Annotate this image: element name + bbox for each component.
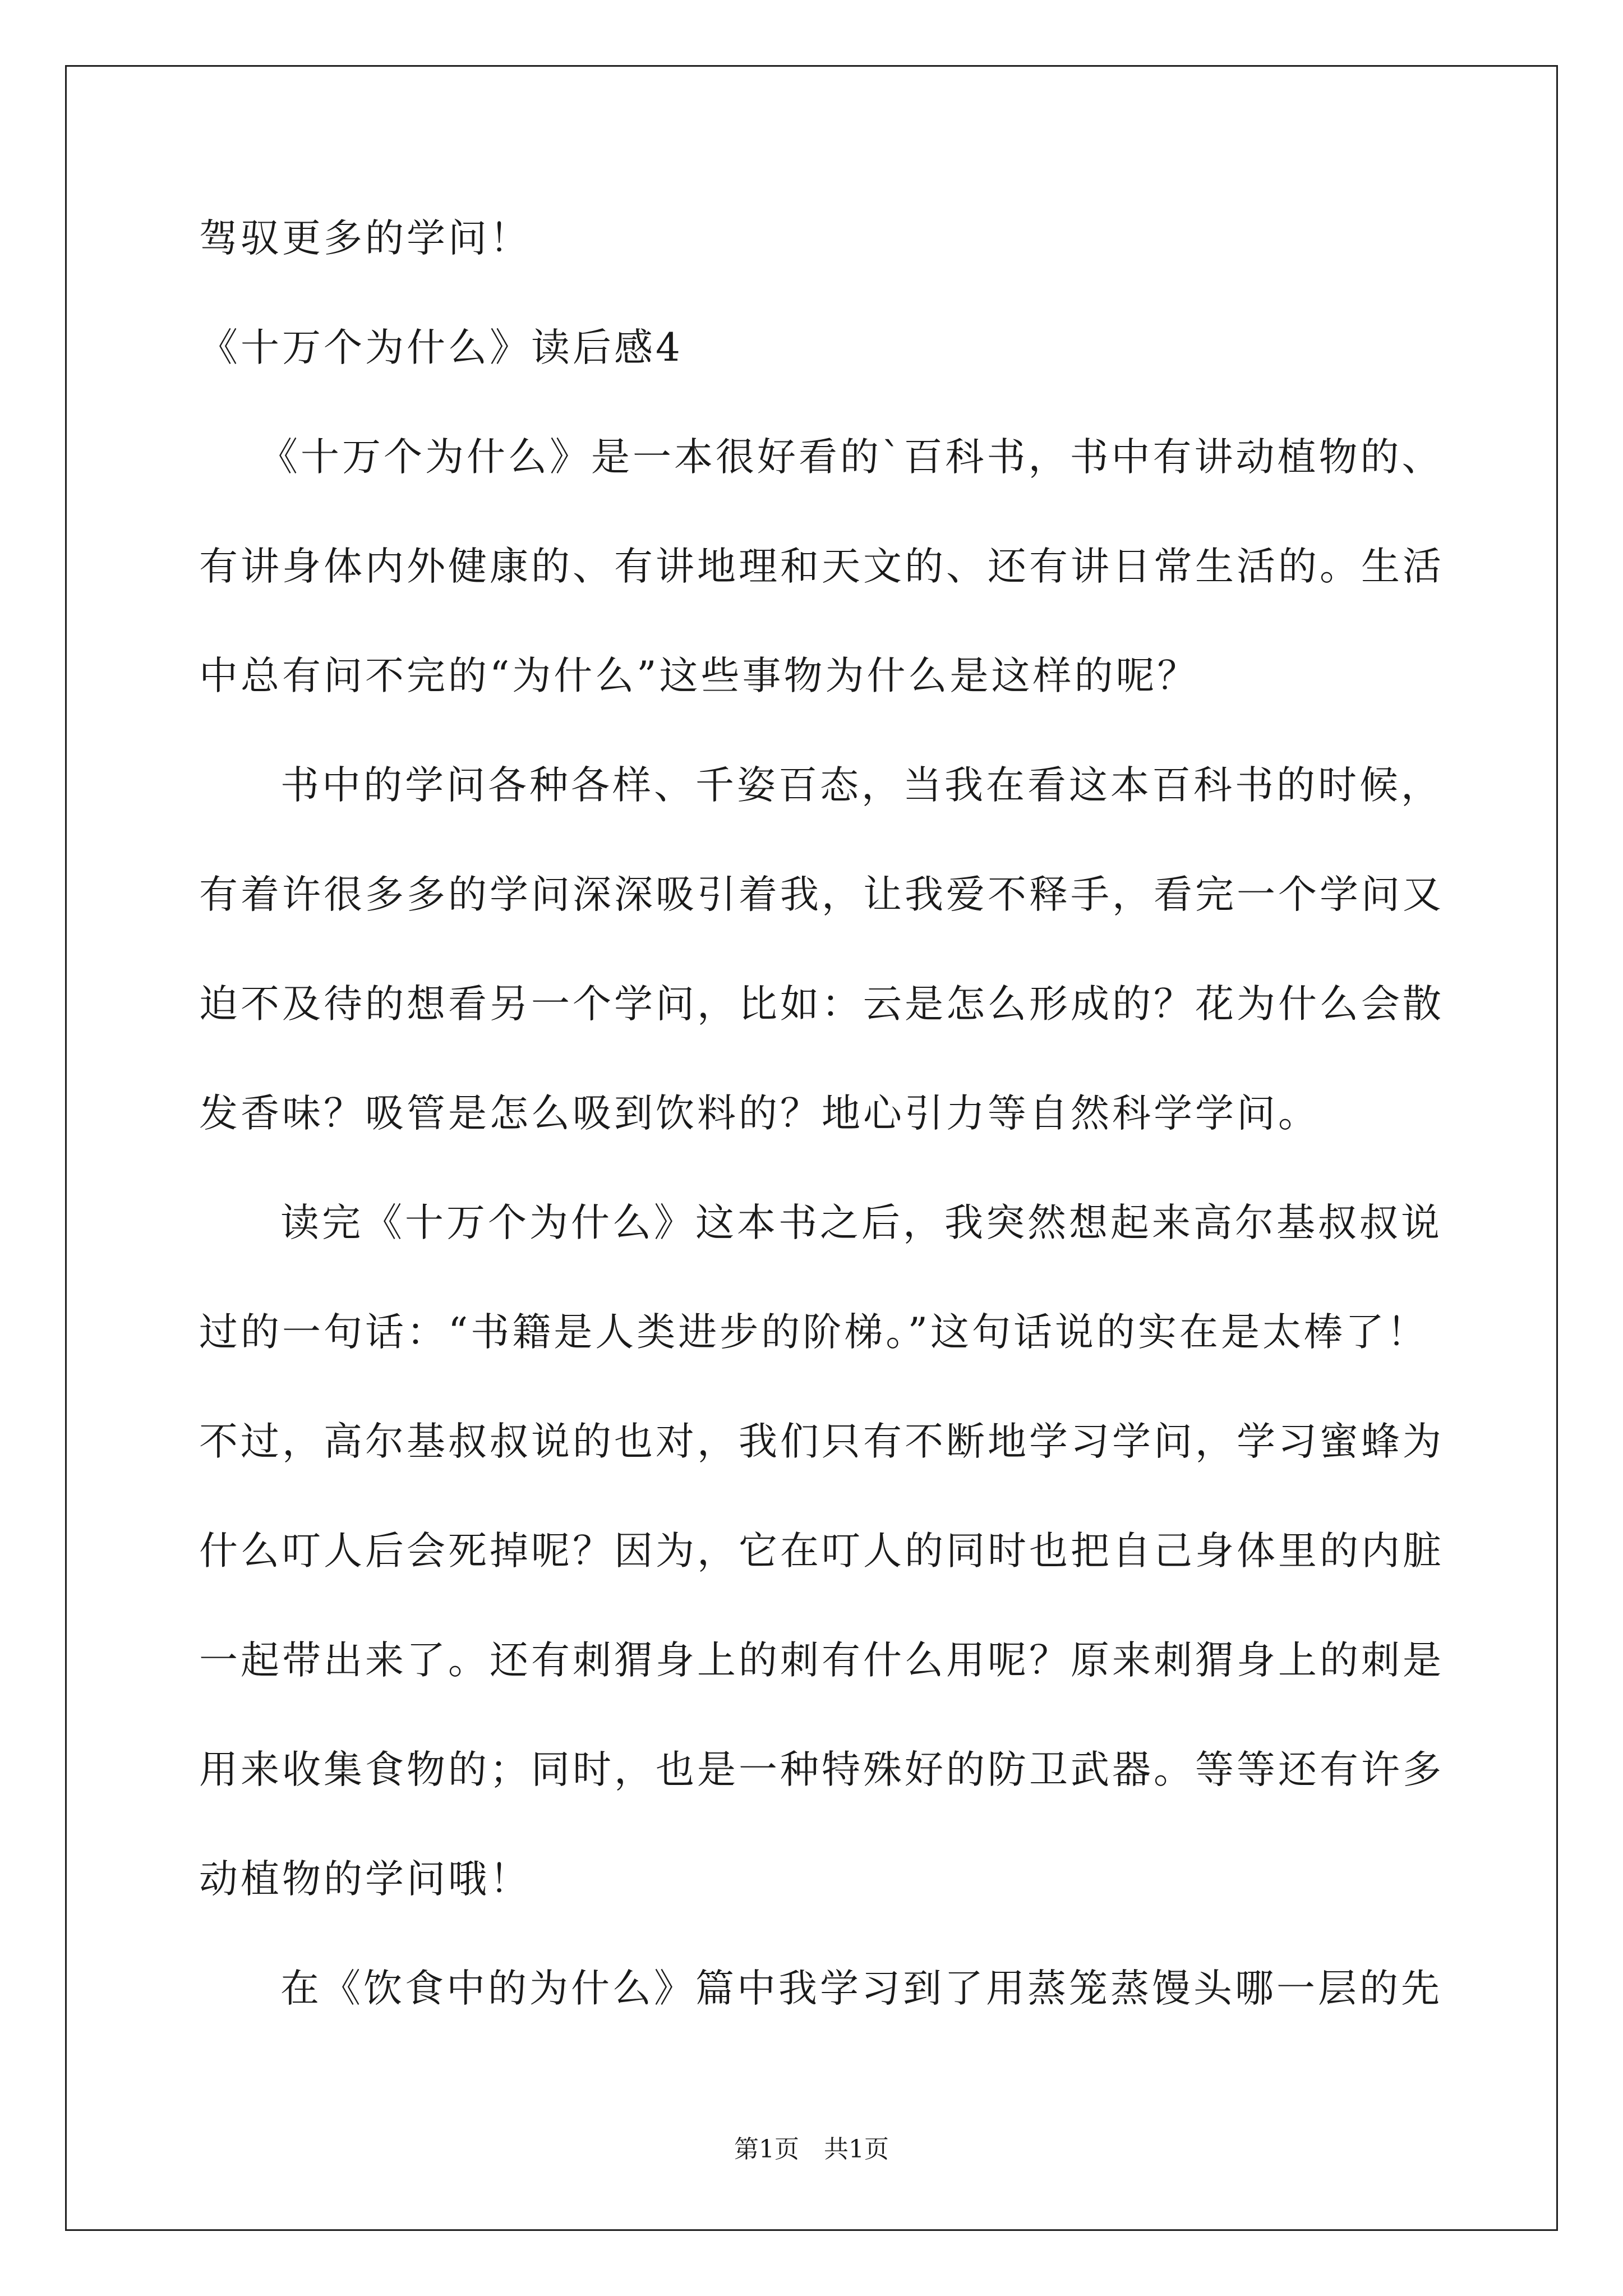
page-footer: 第1页 共1页	[734, 2135, 889, 2164]
text-line: 读完《十万个为什么》这本书之后，我突然想起来高尔基叔叔说	[280, 1200, 1442, 1245]
text-line: 用来收集食物的；同时，也是一种特殊好的防卫武器。等等还有许多	[199, 1747, 1444, 1792]
text-line: 驾驭更多的学问！	[199, 216, 531, 261]
text-line: 有讲身体内外健康的、有讲地理和天文的、还有讲日常生活的。生活	[199, 544, 1444, 589]
section-heading: 《十万个为什么》读后感4	[199, 325, 683, 370]
text-line: 动植物的学问哦！	[199, 1857, 531, 1902]
text-line: 有着许很多多的学问深深吸引着我，让我爱不释手，看完一个学问又	[199, 872, 1444, 917]
text-line: 《十万个为什么》是一本很好看的`百科书，书中有讲动植物的、	[259, 435, 1444, 480]
text-line: 书中的学问各种各样、千姿百态，当我在看这本百科书的时候，	[280, 763, 1442, 808]
text-line: 中总有问不完的“为什么”这些事物为什么是这样的呢？	[199, 654, 1199, 698]
text-line: 过的一句话：“书籍是人类进步的阶梯。”这句话说的实在是太棒了！	[199, 1310, 1429, 1355]
text-line: 一起带出来了。还有刺猬身上的刺有什么用呢？原来刺猬身上的刺是	[199, 1638, 1444, 1683]
text-line: 在《饮食中的为什么》篇中我学习到了用蒸笼蒸馒头哪一层的先	[280, 1966, 1442, 2011]
text-line: 什么叮人后会死掉呢？因为，它在叮人的同时也把自己身体里的内脏	[199, 1529, 1444, 1573]
text-line: 不过，高尔基叔叔说的也对，我们只有不断地学习学问，学习蜜蜂为	[199, 1419, 1444, 1464]
text-line: 迫不及待的想看另一个学问，比如：云是怎么形成的？花为什么会散	[199, 982, 1444, 1027]
text-line: 发香味？吸管是怎么吸到饮料的？地心引力等自然科学学问。	[199, 1091, 1320, 1136]
